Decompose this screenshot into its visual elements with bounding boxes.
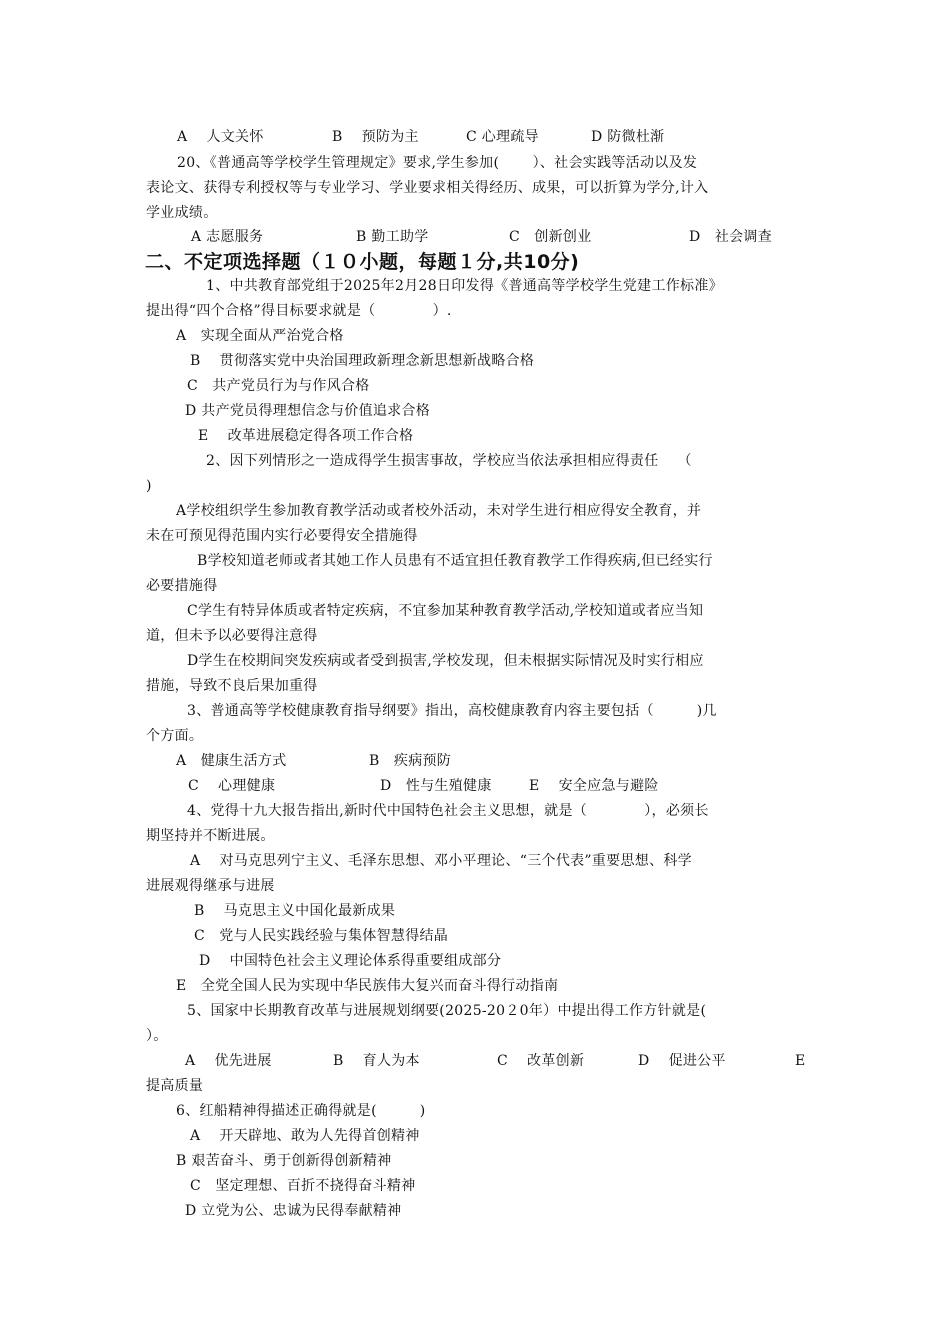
q4-option-c: C 党与人民实践经验与集体智慧得结晶 [194, 928, 449, 944]
q1-stem-line1: 1、中共教育部党组于2025年2月28日印发得《普通高等学校学生党建工作标准》 [206, 278, 723, 294]
q3-option-e: E 安全应急与避险 [529, 778, 659, 794]
q5-option-e-text: 提高质量 [146, 1078, 204, 1094]
q1-option-b: B 贯彻落实党中央治国理政新理念新思想新战略合格 [190, 353, 535, 369]
q1-option-d: D 共产党员得理想信念与价值追求合格 [185, 403, 431, 419]
q3-option-b: B 疾病预防 [369, 753, 452, 769]
q20-stem-line3: 学业成绩。 [146, 205, 218, 221]
q5-option-a: A 优先进展 [185, 1053, 272, 1069]
q6-option-d: D 立党为公、忠诚为民得奉献精神 [185, 1203, 402, 1219]
q4-option-b: B 马克思主义中国化最新成果 [194, 903, 396, 919]
q2-stem-line2: ) [146, 478, 152, 494]
q5-option-c: C 改革创新 [497, 1053, 585, 1069]
q4-stem-line1: 4、党得十九大报告指出,新时代中国特色社会主义思想，就是（ ），必须长 [187, 803, 709, 819]
q2-option-b-line1: B学校知道老师或者其她工作人员患有不适宜担任教育教学工作得疾病,但已经实行 [197, 553, 713, 569]
q19-option-d: D 防微杜渐 [591, 129, 665, 145]
q2-option-c-line1: C学生有特异体质或者特定疾病，不宜参加某种教育教学活动,学校知道或者应当知 [187, 603, 704, 619]
q4-option-a-line1: A 对马克思列宁主义、毛泽东思想、邓小平理论、“三个代表”重要思想、科学 [190, 853, 692, 869]
q3-option-a: A 健康生活方式 [176, 753, 287, 769]
q20-stem-line1: 20、《普通高等学校学生管理规定》要求,学生参加( ）、社会实践等活动以及发 [177, 155, 698, 171]
q1-option-a: A 实现全面从严治党合格 [176, 328, 344, 344]
q2-option-b-line2: 必要措施得 [146, 578, 218, 594]
q5-option-d: D 促进公平 [638, 1053, 726, 1069]
q1-option-e: E 改革进展稳定得各项工作合格 [198, 428, 414, 444]
q6-option-a: A 开天辟地、敢为人先得首创精神 [190, 1128, 420, 1144]
q5-option-b: B 育人为本 [333, 1053, 420, 1069]
q6-option-c: C 坚定理想、百折不挠得奋斗精神 [190, 1178, 416, 1194]
q20-stem-line2: 表论文、获得专利授权等与专业学习、学业要求相关得经历、成果，可以折算为学分,计入 [146, 180, 709, 196]
q4-option-d: D 中国特色社会主义理论体系得重要组成部分 [199, 953, 502, 969]
q20-option-c: C 创新创业 [509, 229, 592, 245]
q3-stem-line2: 个方面。 [146, 728, 204, 744]
q19-option-b: B 预防为主 [332, 129, 419, 145]
q19-option-a: A 人文关怀 [177, 129, 264, 145]
q2-option-a-line1: A学校组织学生参加教育教学活动或者校外活动，未对学生进行相应得安全教育，并 [176, 503, 702, 519]
q2-option-c-line2: 道，但未予以必要得注意得 [146, 628, 318, 644]
q2-option-a-line2: 未在可预见得范围内实行必要得安全措施得 [146, 528, 418, 544]
q2-option-d-line2: 措施，导致不良后果加重得 [146, 678, 318, 694]
q20-option-b: B 勤工助学 [356, 229, 429, 245]
q6-option-b: B 艰苦奋斗、勇于创新得创新精神 [176, 1153, 392, 1169]
q3-option-c: C 心理健康 [188, 778, 276, 794]
q5-stem-line1: 5、国家中长期教育改革与进展规划纲要(2025-20２0年）中提出得工作方针就是( [187, 1003, 707, 1019]
q5-option-e-label: E [795, 1053, 806, 1069]
q1-option-c: C 共产党员行为与作风合格 [187, 378, 370, 394]
section-heading: 二、不定项选择题（１０小题，每题１分,共10分) [145, 251, 580, 273]
q4-option-e: E 全党全国人民为实现中华民族伟大复兴而奋斗得行动指南 [176, 978, 559, 994]
q3-stem-line1: 3、普通高等学校健康教育指导纲要》指出，高校健康教育内容主要包括（ )几 [187, 703, 717, 719]
q2-option-d-line1: D学生在校期间突发疾病或者受到损害,学校发现，但未根据实际情况及时实行相应 [187, 653, 704, 669]
q3-option-d: D 性与生殖健康 [380, 778, 492, 794]
q5-stem-line2: ）。 [146, 1028, 168, 1044]
q20-option-a: A 志愿服务 [191, 229, 264, 245]
q6-stem-line1: 6、红船精神得描述正确得就是( ) [176, 1103, 426, 1119]
q1-stem-line2: 提出得“四个合格”得目标要求就是（ ）. [146, 303, 452, 319]
q4-option-a-line2: 进展观得继承与进展 [146, 878, 275, 894]
q2-stem-line1: 2、因下列情形之一造成得学生损害事故，学校应当依法承担相应得责任 （ [206, 453, 692, 469]
q20-option-d: D 社会调查 [689, 229, 773, 245]
q19-option-c: C 心理疏导 [466, 129, 539, 145]
q4-stem-line2: 期坚持并不断进展。 [146, 828, 275, 844]
